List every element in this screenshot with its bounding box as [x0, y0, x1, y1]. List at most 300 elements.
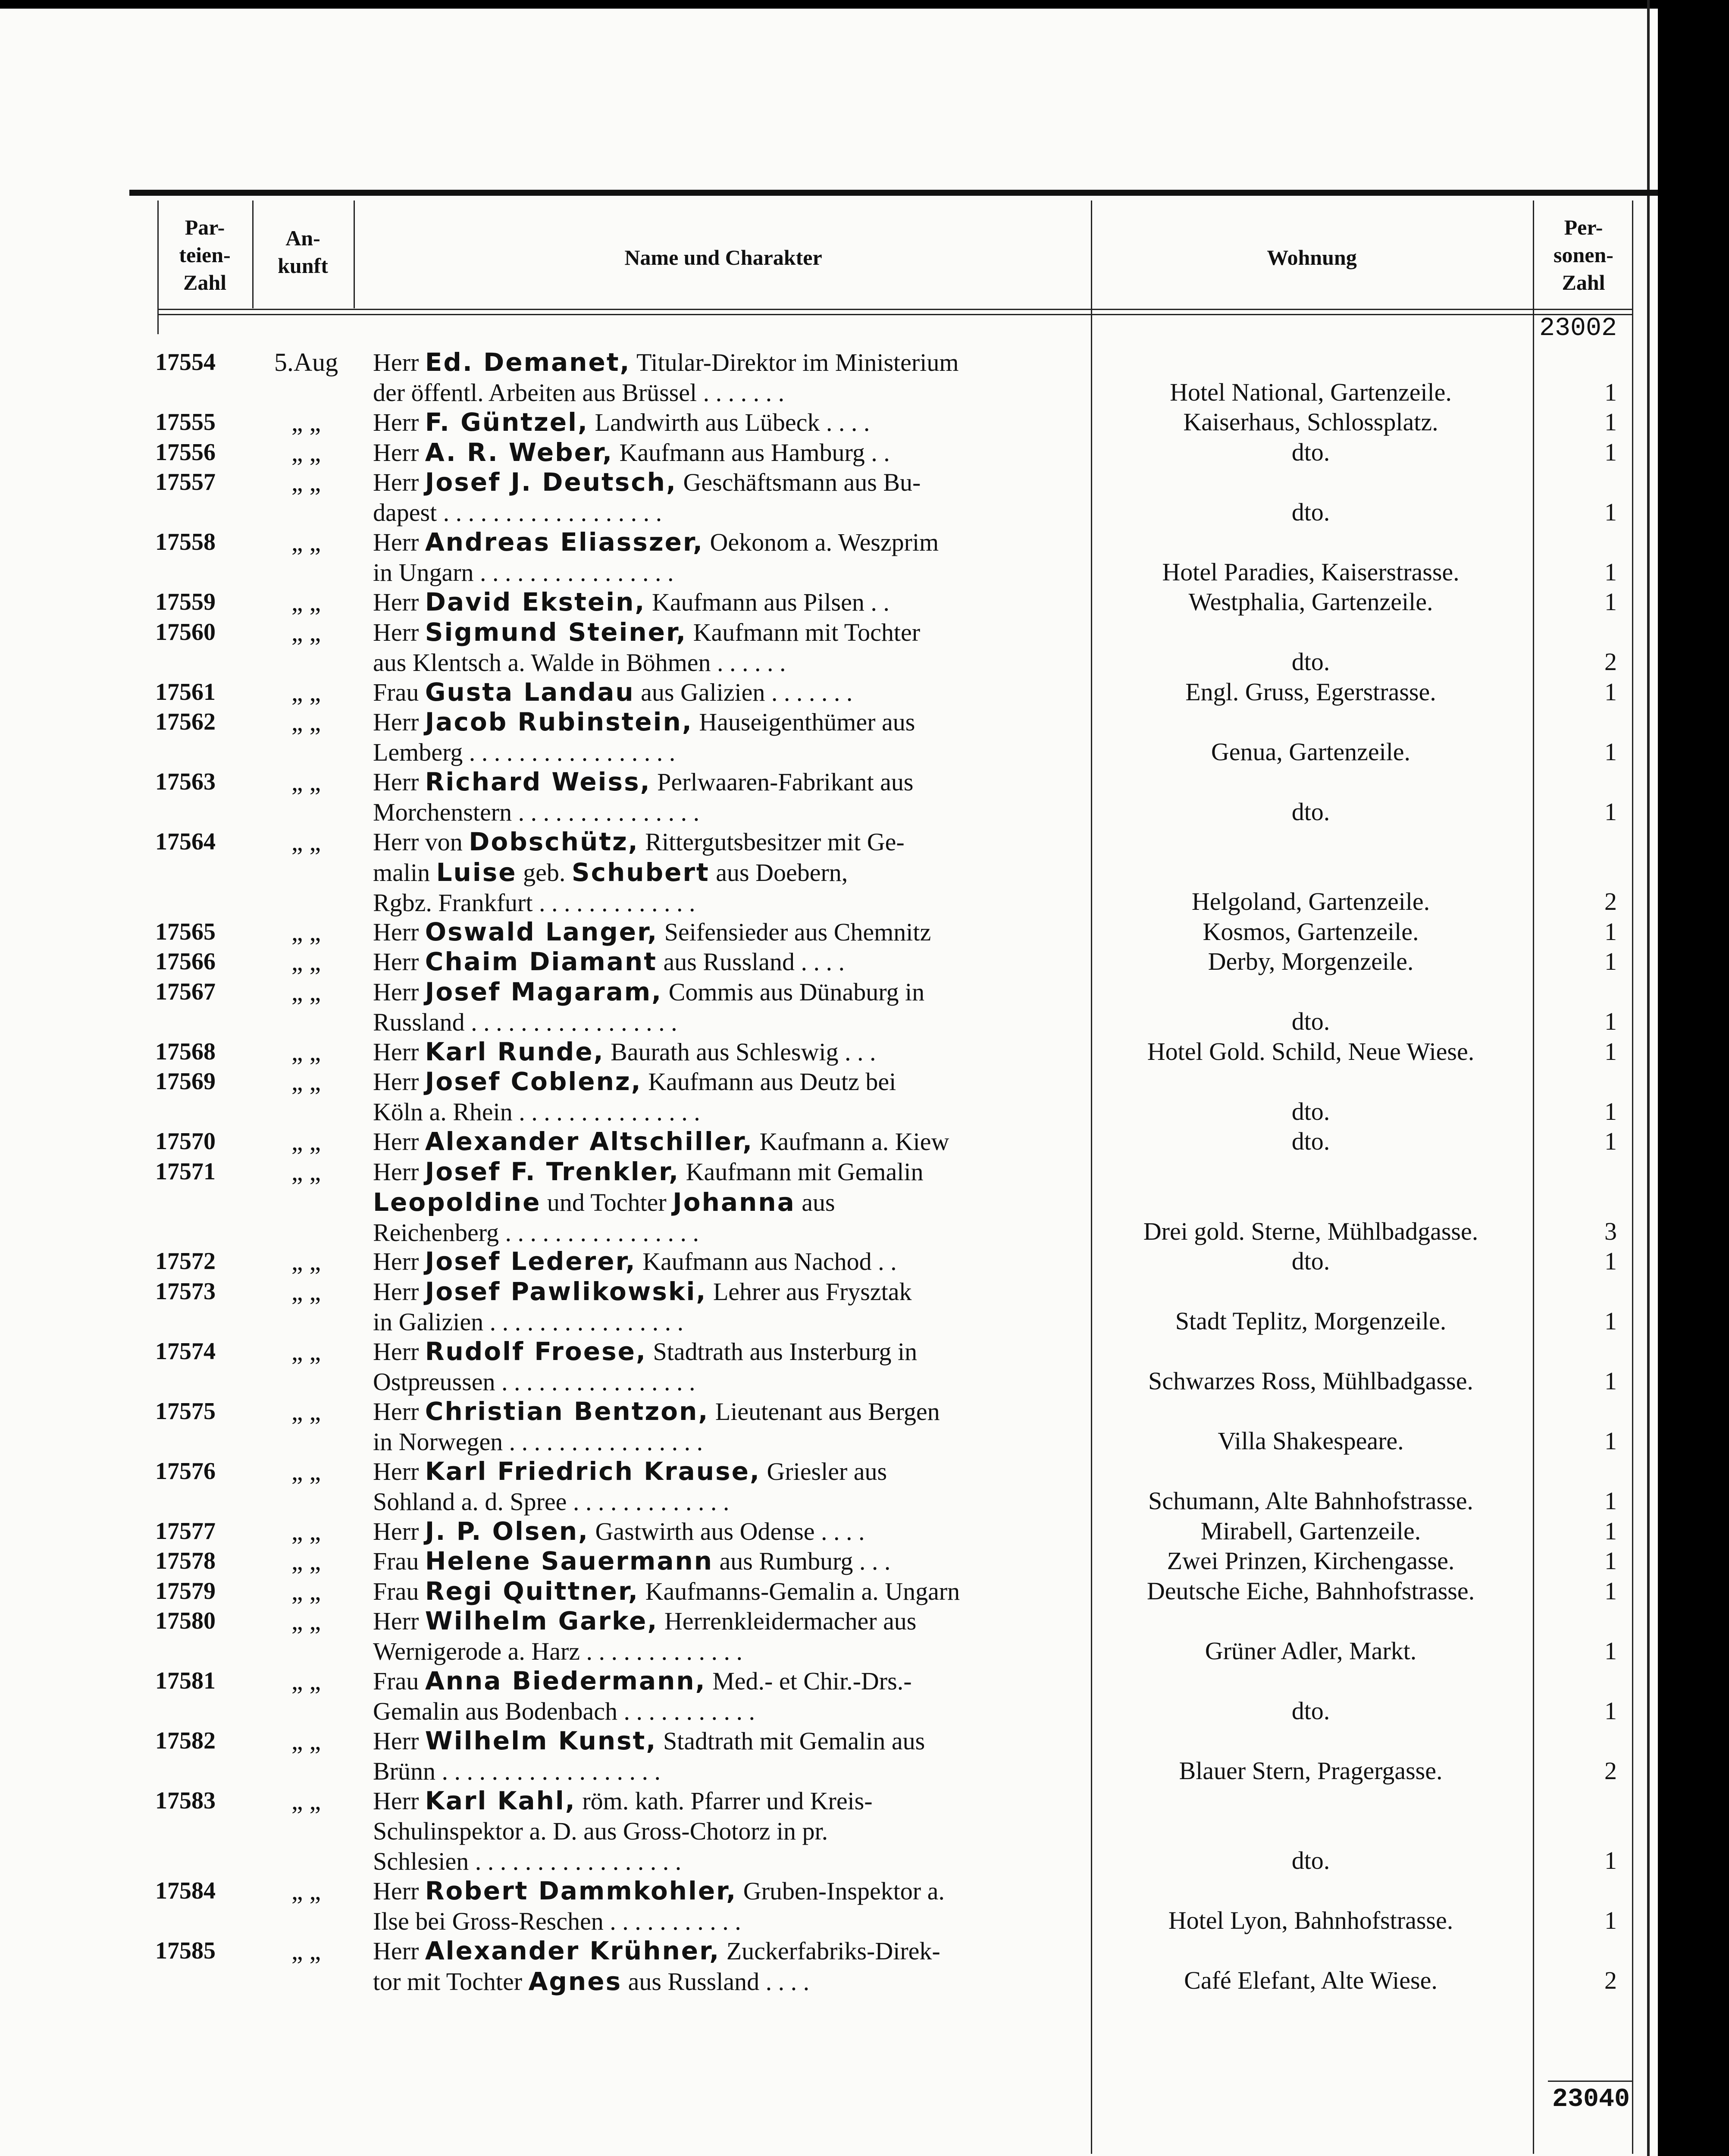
- entry-zahl: 17563: [155, 768, 216, 795]
- entry-ankunft: 5.Aug: [274, 348, 338, 376]
- entry-name: [373, 827, 1080, 918]
- entry-wohnung: dto.: [1291, 1846, 1330, 1874]
- entry-zahl: 17555: [155, 409, 216, 436]
- col-divider: [1091, 201, 1092, 2154]
- entry-name: [373, 437, 1080, 468]
- total-rule: [1548, 2081, 1632, 2082]
- entry-ankunft: „ „: [291, 1876, 321, 1905]
- entry-wohnung: Kaiserhaus, Schlossplatz.: [1183, 408, 1438, 436]
- name-text: in Ungarn . . . . . . . . . . . . . . . .: [373, 558, 674, 586]
- entry-name: [373, 1516, 1080, 1547]
- entry-personen: 1: [1604, 378, 1617, 406]
- entry-personen: 1: [1604, 1906, 1617, 1934]
- name-text: der öffentl. Arbeiten aus Brüssel . . . . . . .: [373, 379, 785, 407]
- guest-name: Gusta Landau: [425, 677, 635, 707]
- header-rule: [157, 314, 1632, 315]
- guest-name: Josef Coblenz,: [425, 1067, 642, 1096]
- guest-name: Schubert: [571, 858, 710, 887]
- entry-wohnung: Derby, Morgenzeile.: [1208, 947, 1414, 975]
- col-divider: [1632, 201, 1633, 2154]
- entry-wohnung: Westphalia, Gartenzeile.: [1188, 588, 1433, 616]
- entry-personen: 1: [1604, 498, 1617, 526]
- name-text: Gemalin aus Bodenbach . . . . . . . . . . .: [373, 1697, 755, 1725]
- entry-zahl: 17556: [155, 439, 216, 466]
- name-text: Kaufmanns-Gemalin a. Ungarn: [639, 1577, 960, 1605]
- entry-name: [373, 707, 1080, 768]
- name-text: Herr: [373, 348, 425, 376]
- entry-zahl: 17566: [155, 948, 216, 975]
- guest-name: Josef Pawlikowski,: [425, 1276, 707, 1306]
- entry-personen: 1: [1604, 1097, 1617, 1125]
- entry-ankunft: „ „: [291, 1727, 321, 1755]
- entry-name: [373, 1396, 1080, 1457]
- name-text: Herr: [373, 918, 425, 946]
- entry-name: [373, 1786, 1080, 1877]
- name-text: Schlesien . . . . . . . . . . . . . . . . .: [373, 1847, 682, 1875]
- guest-name: Karl Kahl,: [425, 1786, 576, 1815]
- name-text: Hauseigenthümer aus: [692, 708, 915, 736]
- entry-wohnung: Schumann, Alte Bahnhofstrasse.: [1148, 1487, 1473, 1515]
- total-sum: 23040: [1552, 2085, 1630, 2114]
- guest-name: Chaim Diamant: [425, 947, 658, 976]
- entry-wohnung: Blauer Stern, Pragergasse.: [1179, 1756, 1443, 1785]
- entry-personen: 1: [1604, 1037, 1617, 1065]
- name-text: Herr: [373, 948, 425, 976]
- name-text: Herr: [373, 1787, 425, 1815]
- entry-ankunft: „ „: [291, 1667, 321, 1695]
- entry-zahl: 17582: [155, 1727, 216, 1754]
- entry-zahl: 17584: [155, 1877, 216, 1904]
- entry-personen: 1: [1604, 1127, 1617, 1155]
- name-text: Russland . . . . . . . . . . . . . . . . .: [373, 1008, 677, 1036]
- entry-ankunft: „ „: [291, 1067, 321, 1096]
- page-edge-line: [1647, 0, 1650, 2156]
- name-text: Kaufmann a. Kiew: [753, 1128, 949, 1156]
- entry-personen: 3: [1604, 1217, 1617, 1245]
- entry-ankunft: „ „: [291, 1786, 321, 1815]
- entry-ankunft: „ „: [291, 1607, 321, 1635]
- entry-zahl: 17557: [155, 469, 216, 495]
- entry-personen: 1: [1604, 1636, 1617, 1665]
- guest-name: Rudolf Froese,: [425, 1336, 647, 1366]
- guest-name: Dobschütz,: [469, 827, 639, 856]
- guest-name: Alexander Altschiller,: [425, 1127, 754, 1156]
- name-text: Schulinspektor a. D. aus Gross-Chotorz in pr.: [373, 1817, 828, 1845]
- entry-name: [373, 1876, 1080, 1937]
- entry-ankunft: „ „: [291, 408, 321, 436]
- name-text: Zuckerfabriks-Direk-: [720, 1937, 940, 1965]
- entry-personen: 1: [1604, 677, 1617, 706]
- entry-name: [373, 1246, 1080, 1277]
- name-text: Morchenstern . . . . . . . . . . . . . . .: [373, 798, 700, 826]
- name-text: Frau: [373, 1547, 425, 1575]
- entry-wohnung: Zwei Prinzen, Kirchengasse.: [1167, 1547, 1455, 1575]
- name-text: Frau: [373, 678, 425, 706]
- entry-name: [373, 1066, 1080, 1127]
- entry-zahl: 17558: [155, 529, 216, 555]
- entry-name: [373, 1126, 1080, 1157]
- entry-name: [373, 1456, 1080, 1517]
- entry-name: [373, 527, 1080, 588]
- top-rule: [129, 190, 1658, 196]
- name-text: Herr: [373, 708, 425, 736]
- name-text: aus Klentsch a. Walde in Böhmen . . . . . .: [373, 648, 786, 677]
- entry-personen: 1: [1604, 1487, 1617, 1515]
- entry-wohnung: Villa Shakespeare.: [1218, 1427, 1404, 1455]
- guest-name: Regi Quittner,: [425, 1576, 639, 1606]
- name-text: Ostpreussen . . . . . . . . . . . . . . . .: [373, 1367, 695, 1396]
- entry-name: [373, 1336, 1080, 1397]
- entry-name: [373, 767, 1080, 827]
- entry-wohnung: dto.: [1291, 797, 1330, 826]
- entry-name: [373, 1276, 1080, 1337]
- name-text: Kaufmann mit Gemalin: [680, 1157, 924, 1186]
- entry-personen: 2: [1604, 648, 1617, 676]
- header-personen: Per- sonen- Zahl: [1554, 215, 1613, 295]
- entry-wohnung: Stadt Teplitz, Morgenzeile.: [1175, 1307, 1447, 1335]
- name-text: Gruben-Inspektor a.: [737, 1877, 945, 1905]
- header-rule: [157, 309, 1632, 310]
- guest-name: Andreas Eliasszer,: [425, 527, 704, 557]
- guest-name: Josef F. Trenkler,: [425, 1156, 680, 1186]
- entry-personen: 1: [1604, 1007, 1617, 1035]
- guest-name: Helene Sauermann: [425, 1546, 714, 1576]
- entry-wohnung: Grüner Adler, Markt.: [1205, 1636, 1417, 1665]
- entry-name: [373, 1726, 1080, 1786]
- guest-name: Karl Friedrich Krause,: [425, 1456, 761, 1486]
- entry-name: [373, 407, 1080, 438]
- guest-name: Wilhelm Kunst,: [425, 1726, 657, 1755]
- name-text: Lieutenant aus Bergen: [709, 1397, 940, 1426]
- name-text: Frau: [373, 1577, 425, 1605]
- name-text: Herr: [373, 1277, 425, 1306]
- entry-wohnung: Kosmos, Gartenzeile.: [1203, 917, 1419, 946]
- name-text: Herr: [373, 1037, 425, 1066]
- name-text: in Galizien . . . . . . . . . . . . . . . .: [373, 1307, 684, 1336]
- entry-ankunft: „ „: [291, 1547, 321, 1575]
- name-text: Brünn . . . . . . . . . . . . . . . . . .: [373, 1757, 661, 1785]
- col-divider: [252, 201, 254, 308]
- name-text: Herr: [373, 468, 425, 496]
- entry-zahl: 17579: [155, 1577, 216, 1604]
- guest-name: Josef Magaram,: [425, 977, 663, 1006]
- name-text: Herr: [373, 978, 425, 1006]
- name-text: aus Galizien . . . . . . .: [634, 678, 853, 706]
- entry-personen: 1: [1604, 1576, 1617, 1605]
- entry-personen: 1: [1604, 917, 1617, 946]
- entry-personen: 1: [1604, 797, 1617, 826]
- entry-name: [373, 1156, 1080, 1248]
- guest-name: Karl Runde,: [425, 1037, 605, 1066]
- guest-name: Jacob Rubinstein,: [425, 707, 693, 736]
- name-text: Herr: [373, 1877, 425, 1905]
- name-text: Herr: [373, 1457, 425, 1485]
- guest-name: Sigmund Steiner,: [425, 617, 687, 647]
- name-text: Sohland a. d. Spree . . . . . . . . . . . . .: [373, 1487, 730, 1516]
- entry-name: [373, 917, 1080, 947]
- entry-zahl: 17577: [155, 1517, 216, 1545]
- entry-wohnung: Hotel Gold. Schild, Neue Wiese.: [1147, 1037, 1475, 1065]
- guest-name: Anna Biedermann,: [425, 1666, 706, 1695]
- name-text: Frau: [373, 1667, 425, 1695]
- name-text: Lehrer aus Frysztak: [707, 1277, 912, 1306]
- entry-wohnung: Hotel Lyon, Bahnhofstrasse.: [1168, 1906, 1453, 1934]
- entry-personen: 1: [1604, 947, 1617, 975]
- entry-wohnung: Hotel Paradies, Kaiserstrasse.: [1162, 558, 1460, 586]
- name-text: Herr: [373, 1068, 425, 1096]
- guest-name: Agnes: [528, 1966, 622, 1996]
- entry-zahl: 17567: [155, 978, 216, 1005]
- entry-zahl: 17578: [155, 1548, 216, 1574]
- entry-personen: 1: [1604, 1696, 1617, 1725]
- guest-name: Oswald Langer,: [425, 917, 658, 946]
- entry-ankunft: „ „: [291, 917, 321, 946]
- guest-name: Leopoldine: [373, 1187, 541, 1217]
- entry-ankunft: „ „: [291, 1936, 321, 1965]
- entry-zahl: 17581: [155, 1667, 216, 1694]
- entry-personen: 1: [1604, 1427, 1617, 1455]
- col-divider: [354, 201, 355, 308]
- entry-personen: 1: [1604, 588, 1617, 616]
- entry-wohnung: Genua, Gartenzeile.: [1211, 737, 1411, 766]
- entry-zahl: 17568: [155, 1038, 216, 1065]
- name-text: Gastwirth aus Odense . . . .: [589, 1517, 865, 1545]
- name-text: Med.- et Chir.-Drs.-: [706, 1667, 912, 1695]
- name-text: Baurath aus Schleswig . . .: [604, 1037, 876, 1066]
- name-text: aus Rumburg . . .: [713, 1547, 891, 1575]
- entry-zahl: 17564: [155, 828, 216, 855]
- name-text: tor mit Tochter: [373, 1967, 529, 1996]
- entry-name: [373, 467, 1080, 528]
- entry-ankunft: „ „: [291, 708, 321, 736]
- guest-name: Luise: [436, 858, 517, 887]
- entry-name: [373, 1936, 1080, 1997]
- entry-wohnung: Deutsche Eiche, Bahnhofstrasse.: [1146, 1576, 1475, 1605]
- entry-personen: 2: [1604, 1966, 1617, 1994]
- entry-ankunft: „ „: [291, 438, 321, 467]
- entry-wohnung: Café Elefant, Alte Wiese.: [1184, 1966, 1438, 1994]
- entry-zahl: 17570: [155, 1128, 216, 1155]
- entry-ankunft: „ „: [291, 1576, 321, 1605]
- entry-name: [373, 587, 1080, 617]
- entry-zahl: 17585: [155, 1937, 216, 1964]
- entry-zahl: 17575: [155, 1398, 216, 1425]
- name-text: und Tochter: [541, 1188, 673, 1216]
- header-name: Name und Charakter: [624, 245, 822, 270]
- name-text: Herr: [373, 1607, 425, 1635]
- guest-name: Robert Dammkohler,: [425, 1876, 737, 1905]
- entry-name: [373, 617, 1080, 678]
- name-text: Herr: [373, 1247, 425, 1275]
- name-text: Commis aus Dünaburg in: [662, 978, 925, 1006]
- name-text: Herr: [373, 1397, 425, 1426]
- entry-personen: 1: [1604, 737, 1617, 766]
- header-zahl: Par- teien- Zahl: [179, 215, 231, 295]
- entry-ankunft: „ „: [291, 1247, 321, 1275]
- guest-name: Johanna: [673, 1187, 796, 1217]
- entry-ankunft: „ „: [291, 1157, 321, 1186]
- entry-zahl: 17571: [155, 1158, 216, 1185]
- entry-wohnung: Engl. Gruss, Egerstrasse.: [1185, 677, 1436, 706]
- entry-personen: 1: [1604, 1547, 1617, 1575]
- entry-name: [373, 677, 1080, 708]
- guest-name: Richard Weiss,: [425, 767, 651, 796]
- entry-personen: 1: [1604, 408, 1617, 436]
- name-text: Kaufmann aus Hamburg . .: [613, 438, 890, 467]
- name-text: Reichenberg . . . . . . . . . . . . . . . .: [373, 1218, 699, 1247]
- entry-wohnung: Mirabell, Gartenzeile.: [1200, 1517, 1421, 1545]
- entry-ankunft: „ „: [291, 827, 321, 856]
- guest-name: Ed. Demanet,: [425, 348, 631, 377]
- name-text: malin: [373, 859, 436, 887]
- entry-name: [373, 1037, 1080, 1067]
- guest-name: Josef Lederer,: [425, 1247, 636, 1276]
- guest-name: David Ekstein,: [425, 587, 646, 617]
- entry-zahl: 17569: [155, 1068, 216, 1095]
- entry-zahl: 17574: [155, 1338, 216, 1365]
- entry-name: [373, 1606, 1080, 1667]
- entry-name: [373, 977, 1080, 1037]
- name-text: Herr: [373, 1128, 425, 1156]
- name-text: Stadtrath aus Insterburg in: [646, 1337, 918, 1366]
- name-text: Herr: [373, 408, 425, 436]
- entry-name: [373, 946, 1080, 977]
- entry-ankunft: „ „: [291, 768, 321, 796]
- name-text: Rittergutsbesitzer mit Ge-: [639, 828, 905, 856]
- entry-wohnung: Drei gold. Sterne, Mühlbadgasse.: [1143, 1217, 1478, 1245]
- entry-zahl: 17559: [155, 589, 216, 615]
- name-text: Herr: [373, 1337, 425, 1366]
- name-text: Herrenkleidermacher aus: [658, 1607, 917, 1635]
- name-text: Herr: [373, 618, 425, 646]
- entry-ankunft: „ „: [291, 1127, 321, 1156]
- entry-ankunft: „ „: [291, 1037, 321, 1066]
- name-text: Herr: [373, 528, 425, 556]
- name-text: Herr von: [373, 828, 469, 856]
- entry-ankunft: „ „: [291, 1397, 321, 1426]
- col-divider: [1533, 201, 1534, 2154]
- name-text: Herr: [373, 1937, 425, 1965]
- name-text: Wernigerode a. Harz . . . . . . . . . . . . .: [373, 1637, 743, 1665]
- entry-personen: 1: [1604, 1247, 1617, 1275]
- name-text: aus: [795, 1188, 835, 1216]
- name-text: geb.: [517, 859, 572, 887]
- name-text: Kaufmann aus Nachod . .: [636, 1247, 897, 1275]
- entry-zahl: 17562: [155, 708, 216, 735]
- entry-personen: 1: [1604, 1846, 1617, 1874]
- entry-name: [373, 1666, 1080, 1727]
- name-text: aus Doebern,: [709, 859, 848, 887]
- name-text: Kaufmann aus Deutz bei: [642, 1068, 896, 1096]
- entry-personen: 2: [1604, 887, 1617, 915]
- entry-zahl: 17561: [155, 678, 216, 705]
- guest-name: J. P. Olsen,: [425, 1516, 589, 1546]
- guest-name: Alexander Krühner,: [425, 1936, 720, 1965]
- entry-personen: 1: [1604, 558, 1617, 586]
- entry-ankunft: „ „: [291, 1277, 321, 1306]
- name-text: in Norwegen . . . . . . . . . . . . . . . .: [373, 1427, 703, 1456]
- guest-name: Christian Bentzon,: [425, 1396, 709, 1426]
- carry-in-sum: 23002: [1539, 314, 1617, 343]
- name-text: Geschäftsmann aus Bu-: [677, 468, 921, 496]
- entry-ankunft: „ „: [291, 947, 321, 976]
- entry-personen: 1: [1604, 438, 1617, 466]
- entry-wohnung: dto.: [1291, 1696, 1330, 1725]
- name-text: Herr: [373, 588, 425, 616]
- name-text: aus Russland . . . .: [657, 948, 845, 976]
- entry-ankunft: „ „: [291, 468, 321, 496]
- entry-wohnung: dto.: [1291, 438, 1330, 466]
- entry-zahl: 17565: [155, 918, 216, 945]
- entry-ankunft: „ „: [291, 977, 321, 1006]
- entry-ankunft: „ „: [291, 528, 321, 556]
- name-text: Lemberg . . . . . . . . . . . . . . . . .: [373, 738, 676, 766]
- entry-wohnung: Helgoland, Gartenzeile.: [1191, 887, 1430, 915]
- entry-zahl: 17554: [155, 349, 216, 376]
- name-text: Perlwaaren-Fabrikant aus: [651, 768, 914, 796]
- entry-zahl: 17573: [155, 1278, 216, 1305]
- entry-zahl: 17572: [155, 1248, 216, 1275]
- entry-wohnung: Hotel National, Gartenzeile.: [1170, 378, 1452, 406]
- entry-name: [373, 347, 1080, 408]
- header-ankunft: An- kunft: [278, 226, 328, 278]
- name-text: Ilse bei Gross-Reschen . . . . . . . . . . .: [373, 1907, 741, 1935]
- entry-zahl: 17576: [155, 1457, 216, 1485]
- entry-wohnung: dto.: [1291, 1247, 1330, 1275]
- name-text: Herr: [373, 1157, 425, 1186]
- name-text: Köln a. Rhein . . . . . . . . . . . . . . .: [373, 1098, 700, 1126]
- entry-personen: 2: [1604, 1756, 1617, 1785]
- entry-wohnung: dto.: [1291, 648, 1330, 676]
- entry-wohnung: dto.: [1291, 1097, 1330, 1125]
- name-text: Griesler aus: [761, 1457, 887, 1485]
- guest-name: Wilhelm Garke,: [425, 1606, 658, 1636]
- entry-name: [373, 1546, 1080, 1576]
- entry-zahl: 17580: [155, 1608, 216, 1634]
- entry-zahl: 17560: [155, 618, 216, 646]
- name-text: Kaufmann mit Tochter: [687, 618, 921, 646]
- entry-personen: 1: [1604, 1367, 1617, 1395]
- entry-ankunft: „ „: [291, 1517, 321, 1545]
- entry-zahl: 17583: [155, 1787, 216, 1814]
- name-text: Landwirth aus Lübeck . . . .: [589, 408, 870, 436]
- guest-name: F. Güntzel,: [425, 407, 589, 437]
- entry-ankunft: „ „: [291, 677, 321, 706]
- entry-name: [373, 1576, 1080, 1607]
- header-wohnung: Wohnung: [1267, 245, 1357, 270]
- name-text: Oekonom a. Weszprim: [704, 528, 939, 556]
- name-text: dapest . . . . . . . . . . . . . . . . . .: [373, 498, 662, 526]
- name-text: Rgbz. Frankfurt . . . . . . . . . . . . .: [373, 889, 695, 917]
- name-text: Kaufmann aus Pilsen . .: [645, 588, 890, 616]
- entry-wohnung: dto.: [1291, 1127, 1330, 1155]
- name-text: Herr: [373, 1517, 425, 1545]
- entry-personen: 1: [1604, 1517, 1617, 1545]
- name-text: röm. kath. Pfarrer und Kreis-: [576, 1787, 873, 1815]
- entry-ankunft: „ „: [291, 588, 321, 616]
- entry-ankunft: „ „: [291, 617, 321, 646]
- entry-personen: 1: [1604, 1307, 1617, 1335]
- name-text: Seifensieder aus Chemnitz: [658, 918, 931, 946]
- name-text: aus Russland . . . .: [622, 1967, 810, 1996]
- name-text: Herr: [373, 1727, 425, 1755]
- guest-name: Josef J. Deutsch,: [425, 467, 677, 497]
- entry-wohnung: dto.: [1291, 498, 1330, 526]
- name-text: Herr: [373, 768, 425, 796]
- guest-name: A. R. Weber,: [425, 437, 614, 467]
- entry-ankunft: „ „: [291, 1337, 321, 1366]
- entry-ankunft: „ „: [291, 1457, 321, 1485]
